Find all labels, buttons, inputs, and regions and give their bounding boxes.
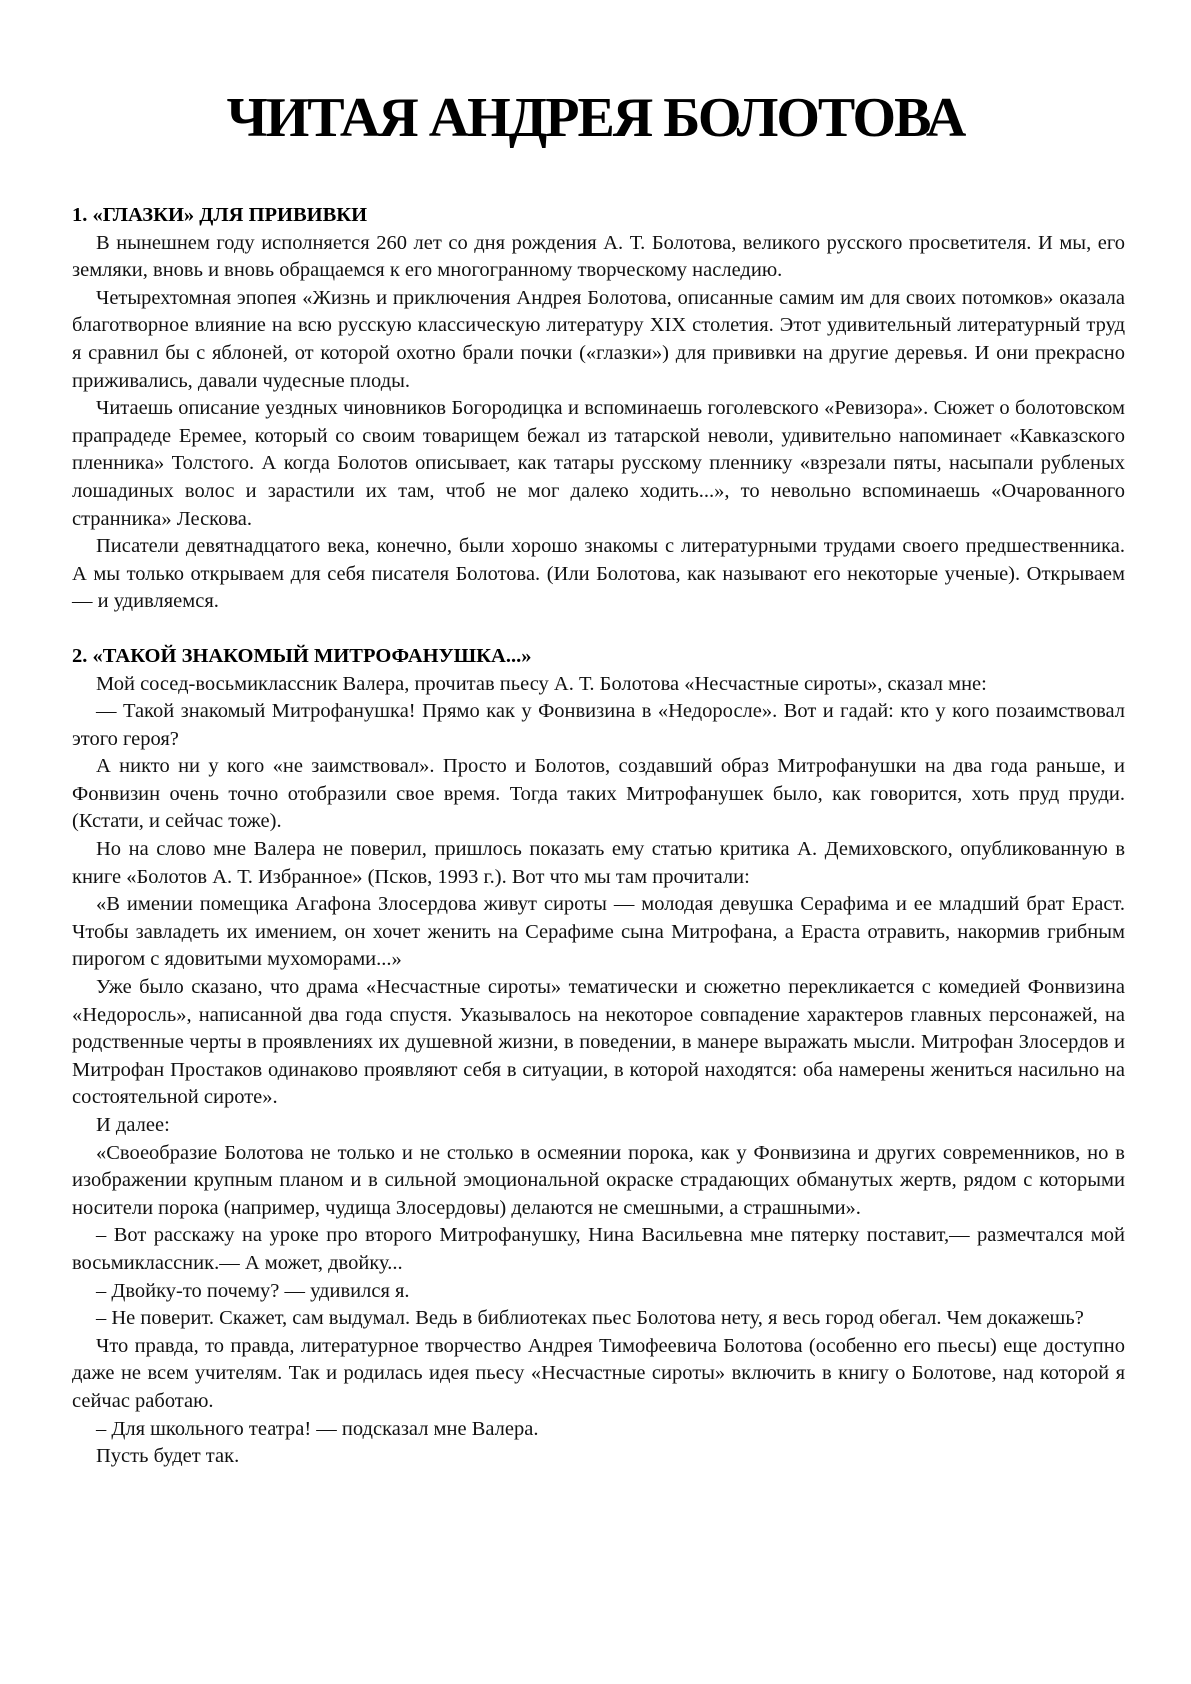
quote-paragraph: «Своеобразие Болотова не только и не столько в осмеянии порока, как у Фонвизина и других современников, но в изображении крупным планом и в сильной эмоциональной окраске страдающих обманутых жертв, рядом с которыми носители порока (например, чудища Злосердовы) делаются не смешными, а страшными». bbox=[72, 1141, 1125, 1219]
quote-paragraph: «В имении помещика Агафона Злосердова живут сироты — молодая девушка Серафима и ее младший брат Ераст. Чтобы завладеть их имением, он хочет женить на Серафиме сына Митрофана, а Ераста отравить, накормив грибным пирогом с ядовитыми мухоморами...» bbox=[72, 893, 1125, 971]
section-2 bbox=[72, 643, 1125, 1471]
paragraph: Четырехтомная эпопея «Жизнь и приключения Андрея Болотова, описанные самим им для своих потомков» оказала благотворное влияние на всю русскую классическую литературу XIX столетия. Этот удивительный литературный труд я сравнил бы с яблоней, от которой охотно брали почки («глазки») для прививки на другие деревья. И они прекрасно приживались, давали чудесные плоды. bbox=[72, 286, 1125, 392]
page-title: ЧИТАЯ АНДРЕЯ БОЛОТОВА bbox=[226, 87, 965, 149]
paragraph: Что правда, то правда, литературное творчество Андрея Тимофеевича Болотова (особенно его пьесы) еще доступно даже не всем учителям. Так и родилась идея пьесу «Несчастные сироты» включить в книгу о Болотове, над которой я сейчас работаю. bbox=[72, 1334, 1125, 1412]
dialogue-line: – Двойку-то почему? — удивился я. bbox=[96, 1279, 410, 1302]
paragraph: Писатели девятнадцатого века, конечно, были хорошо знакомы с литературными трудами своего предшественника. А мы только открываем для себя писателя Болотова. (Или Болотова, как называют его некоторые ученые). Открываем — и удивляемся. bbox=[72, 535, 1125, 613]
dialogue-line: – Для школьного театра! — подсказал мне Валера. bbox=[96, 1417, 539, 1440]
paragraph: — Такой знакомый Митрофанушка! Прямо как у Фонвизина в «Недоросле». Вот и гадай: кто у кого позаимствовал этого героя? bbox=[72, 700, 1125, 750]
paragraph: Пусть будет так. bbox=[96, 1445, 240, 1468]
paragraph: Читаешь описание уездных чиновников Богородицка и вспоминаешь гоголевского «Ревизора». Сюжет о болотовском прапрадеде Еремее, который со своим товарищем бежал из татарской неволи, удивительно напоминает «Кавказского пленника» Толстого. А когда Болотов описывает, как татары русскому пленнику «взрезали пяты, насыпали рубленых лошадиных волос и зарастили их там, чтоб не мог далеко ходить...», то невольно вспоминаешь «Очарованного странника» Лескова. bbox=[72, 397, 1125, 530]
paragraph: И далее: bbox=[96, 1114, 170, 1136]
paragraph: В нынешнем году исполняется 260 лет со дня рождения А. Т. Болотова, великого русского просветителя. И мы, его земляки, вновь и вновь обращаемся к его многогранному творческому наследию. bbox=[72, 231, 1125, 282]
paragraph: Мой сосед-восьмиклассник Валера, прочитав пьесу А. Т. Болотова «Несчастные сироты», сказал мне: bbox=[96, 672, 987, 695]
quote-paragraph: Уже было сказано, что драма «Несчастные сироты» тематически и сюжетно перекликается с комедией Фонвизина «Недоросль», написанной два года спустя. Указывалось на некоторое совпадение характеров главных персонажей, на родственные черты в проявлениях их душевной жизни, в поведении, в манере выражать мысли. Митрофан Злосердов и Митрофан Простаков одинаково проявляют себя в ситуации, в которой находятся: оба намерены жениться насильно на состоятельной сироте». bbox=[72, 976, 1125, 1109]
dialogue-line: – Вот расскажу на уроке про второго Митрофанушку, Нина Васильевна мне пятерку поставит,— размечтался мой восьмиклассник.— А может, двойку... bbox=[72, 1224, 1125, 1274]
article-body bbox=[72, 202, 1125, 1471]
paragraph: Но на слово мне Валера не поверил, пришлось показать ему статью критика А. Демиховского, опубликованную в книге «Болотов А. Т. Избранное» (Псков, 1993 г.). Вот что мы там прочитали: bbox=[72, 838, 1125, 888]
section-heading: 2. «ТАКОЙ ЗНАКОМЫЙ МИТРОФАНУШКА...» bbox=[72, 644, 532, 667]
section-heading: 1. «ГЛАЗКИ» ДЛЯ ПРИВИВКИ bbox=[72, 204, 368, 226]
dialogue-line: – Не поверит. Скажет, сам выдумал. Ведь в библиотеках пьес Болотова нету, я весь город обегал. Чем докажешь? bbox=[96, 1307, 1084, 1330]
paragraph: А никто ни у кого «не заимствовал». Просто и Болотов, создавший образ Митрофанушки на два года раньше, и Фонвизин очень точно отобразили свое время. Тогда таких Митрофанушек было, как говорится, хоть пруд пруди. (Кстати, и сейчас тоже). bbox=[72, 755, 1125, 833]
section-1 bbox=[72, 202, 1125, 616]
